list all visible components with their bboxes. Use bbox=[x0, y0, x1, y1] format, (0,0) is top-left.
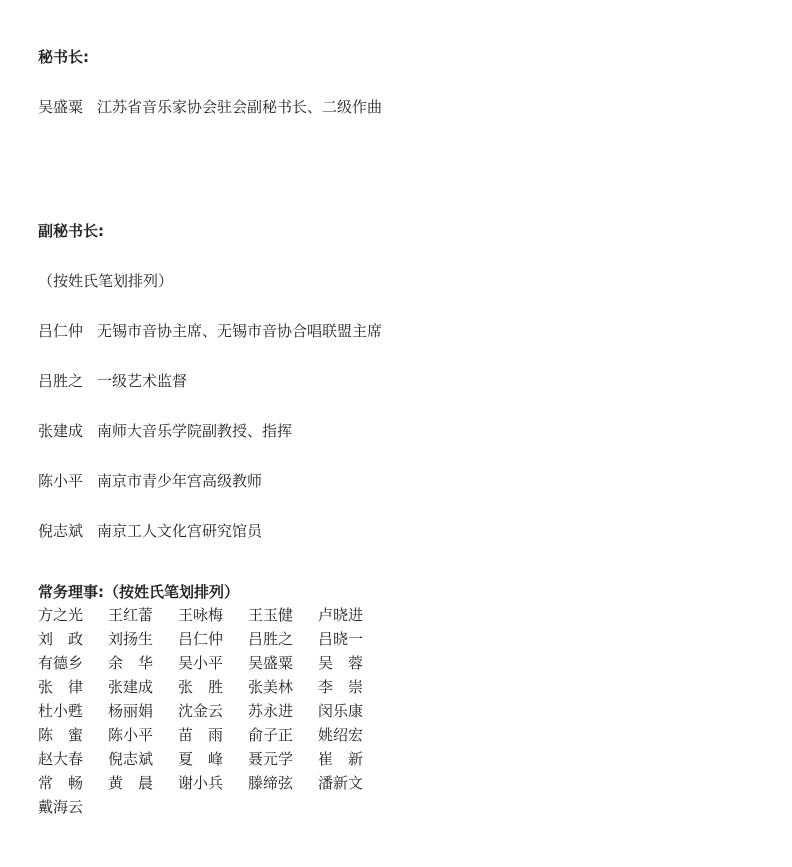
secretary-general-entry bbox=[38, 96, 382, 117]
director-name: 姚绍宏 bbox=[318, 726, 364, 744]
director-name: 陈 蜜 bbox=[38, 726, 84, 744]
director-name: 余 华 bbox=[108, 654, 154, 672]
director-name: 张美林 bbox=[248, 678, 294, 696]
director-name: 陈小平 bbox=[108, 726, 154, 744]
director-name: 吕仁仲 bbox=[178, 630, 224, 648]
name-row bbox=[38, 699, 388, 723]
director-name: 潘新文 bbox=[318, 774, 364, 792]
deputy-entry bbox=[38, 520, 262, 541]
director-name: 吴盛粟 bbox=[248, 654, 294, 672]
director-name: 常 畅 bbox=[38, 774, 84, 792]
name-row bbox=[38, 627, 388, 651]
name-row bbox=[38, 675, 388, 699]
secretary-general-heading: 秘书长: bbox=[38, 48, 89, 66]
director-name: 聂元学 bbox=[248, 750, 294, 768]
director-name: 吴小平 bbox=[178, 654, 224, 672]
member-title: 南京市青少年宫高级教师 bbox=[97, 472, 263, 490]
director-name: 滕缔弦 bbox=[248, 774, 294, 792]
director-name: 吕晓一 bbox=[318, 630, 364, 648]
deputy-secretary-general-heading: 副秘书长: bbox=[38, 222, 104, 240]
director-name: 俞子正 bbox=[248, 726, 294, 744]
name-row bbox=[38, 651, 388, 675]
director-name: 杨丽娟 bbox=[108, 702, 154, 720]
director-name: 苏永进 bbox=[248, 702, 294, 720]
director-name: 赵大春 bbox=[38, 750, 84, 768]
director-name: 闵乐康 bbox=[318, 702, 364, 720]
deputy-entry bbox=[38, 370, 187, 391]
director-name: 沈金云 bbox=[178, 702, 224, 720]
member-title: 南京工人文化宫研究馆员 bbox=[97, 522, 263, 540]
member-name: 吕仁仲 bbox=[38, 322, 84, 340]
director-name: 谢小兵 bbox=[178, 774, 224, 792]
name-row bbox=[38, 795, 388, 819]
director-name: 王红蕾 bbox=[108, 606, 154, 624]
standing-directors-heading: 常务理事:（按姓氏笔划排列） bbox=[38, 583, 239, 601]
director-name: 苗 雨 bbox=[178, 726, 224, 744]
director-name: 李 崇 bbox=[318, 678, 364, 696]
director-name: 杜小甦 bbox=[38, 702, 84, 720]
name-row bbox=[38, 747, 388, 771]
member-name: 陈小平 bbox=[38, 472, 84, 490]
member-title: 南师大音乐学院副教授、指挥 bbox=[97, 422, 293, 440]
standing-directors-list bbox=[38, 603, 388, 819]
director-name: 有德乡 bbox=[38, 654, 84, 672]
director-name: 崔 新 bbox=[318, 750, 364, 768]
director-name: 王咏梅 bbox=[178, 606, 224, 624]
director-name: 刘 政 bbox=[38, 630, 84, 648]
member-title: 无锡市音协主席、无锡市音协合唱联盟主席 bbox=[97, 322, 383, 340]
member-name: 倪志斌 bbox=[38, 522, 84, 540]
director-name: 刘扬生 bbox=[108, 630, 154, 648]
director-name: 夏 峰 bbox=[178, 750, 224, 768]
director-name: 吕胜之 bbox=[248, 630, 294, 648]
director-name: 倪志斌 bbox=[108, 750, 154, 768]
name-row bbox=[38, 771, 388, 795]
director-name: 张建成 bbox=[108, 678, 154, 696]
director-name: 吴 蓉 bbox=[318, 654, 364, 672]
director-name: 张 胜 bbox=[178, 678, 224, 696]
deputy-entry bbox=[38, 420, 292, 441]
director-name: 黄 晨 bbox=[108, 774, 154, 792]
deputy-entry bbox=[38, 320, 382, 341]
member-title: 江苏省音乐家协会驻会副秘书长、二级作曲 bbox=[97, 98, 383, 116]
deputy-entry bbox=[38, 470, 262, 491]
member-name: 吴盛粟 bbox=[38, 98, 84, 116]
director-name: 王玉健 bbox=[248, 606, 294, 624]
member-name: 吕胜之 bbox=[38, 372, 84, 390]
director-name: 方之光 bbox=[38, 606, 84, 624]
name-row bbox=[38, 723, 388, 747]
director-name: 卢晓进 bbox=[318, 606, 364, 624]
member-title: 一级艺术监督 bbox=[97, 372, 188, 390]
director-name: 戴海云 bbox=[38, 798, 84, 816]
sort-note: （按姓氏笔划排列） bbox=[38, 272, 174, 290]
director-name: 张 律 bbox=[38, 678, 84, 696]
name-row bbox=[38, 603, 388, 627]
member-name: 张建成 bbox=[38, 422, 84, 440]
